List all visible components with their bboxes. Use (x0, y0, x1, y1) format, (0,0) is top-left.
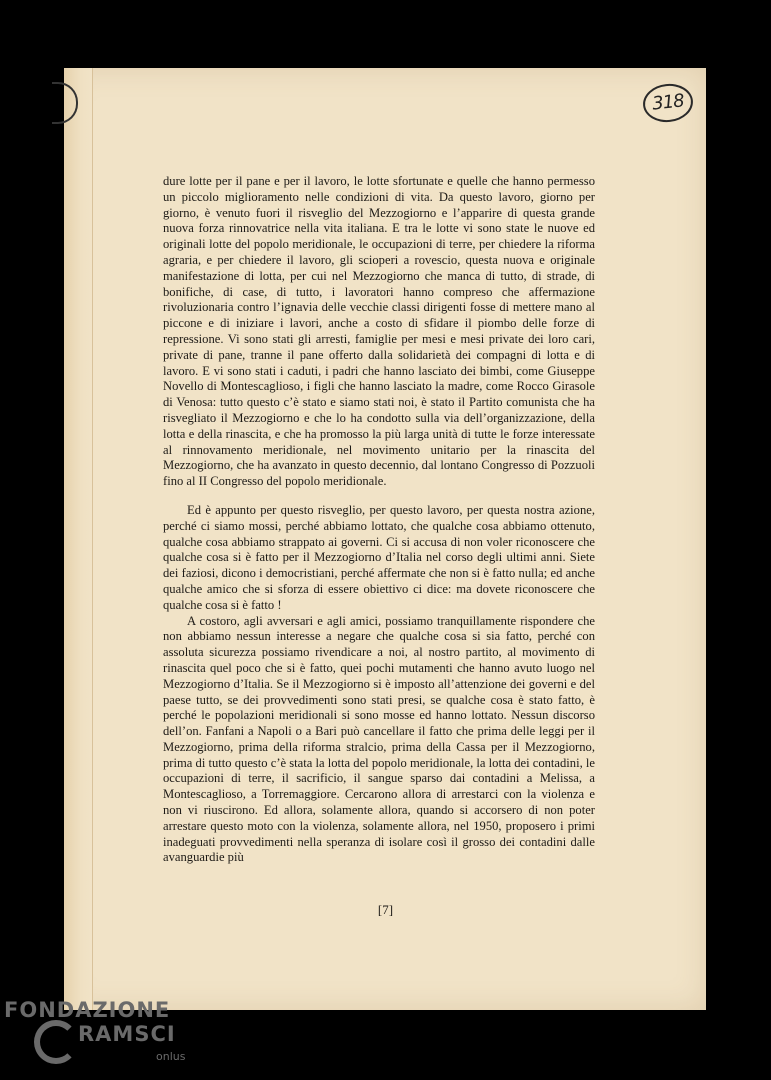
fondazione-gramsci-watermark (4, 996, 204, 1076)
page-fold (64, 68, 93, 1010)
archive-stamp: 318 (641, 81, 695, 124)
body-text (163, 174, 595, 866)
watermark-line1: FONDAZIONE (4, 998, 171, 1022)
paragraph-1: dure lotte per il pane e per il lavoro, le lotte sfortunate e quelle che hanno permesso un piccolo miglioramento nelle condizioni di vita. Da questo lavoro, giorno per giorno, è venuto fuori il risveglio del Mezzogiorno e l’apparire di questa grande nuova forza rinnovatrice nella vita italiana. E tra le lotte vi sono state le nuove ed originali lotte del popolo meridionale, le occupazioni di terre, per chiedere la riforma agraria, e per chiedere il lavoro, gli scioperi a rovescio, questa nuova e originale manifestazione di lotta, per cui nel Mezzogiorno che manca di tutto, di strade, di bonifiche, di case, di tutto, i lavoratori hanno compreso che affermazione rivoluzionaria contro l’ignavia delle vecchie classi dirigenti fosse di mettere mano al piccone e di iniziare i lavori, anche a costo di sfidare il piombo delle forze di repressione. Vi sono stati gli arresti, famiglie per mesi e mesi private dei loro cari, private di pane, tranne il pane offerto dalla solidarietà dei compagni di lotta e di lavoro. E vi sono stati i caduti, i padri che hanno lasciato dei bimbi, come Giuseppe Novello di Montescaglioso, i figli che hanno lasciato la madre, come Rocco Girasole di Venosa: tutto questo c’è stato e siamo stati noi, è stato il Partito comunista che ha risvegliato il Mezzogiorno e che lo ha condotto sulla via dell’organizzazione, della lotta e della rinascita, e che ha promosso la più larga unità di tutte le forze interessate al rinnovamento meridionale, nel movimento unitario per la rinascita del Mezzogiorno, che ha avanzato in questo decennio, dal lontano Congresso di Pozzuoli fino al II Congresso del popolo meridionale. (163, 174, 595, 489)
g-logo-icon (34, 1020, 78, 1064)
page-number: [7] (377, 902, 394, 917)
paragraph-2: Ed è appunto per questo risveglio, per questo lavoro, per questa nostra azione, perché ci siamo mossi, perché abbiamo lottato, che qualche cosa abbiamo ottenuto, qualche cosa abbiamo strappato ai governi. Ci si accusa di non voler riconoscere che qualche cosa si è fatto per il Mezzogiorno d’Italia nel corso degli ultimi anni. Siete dei faziosi, dicono i democristiani, perché affermate che non si è fatto nulla; ed anche qualche amico che si sforza di essere obiettivo ci dice: ma dovete riconoscere che qualche cosa si è fatto ! (163, 502, 595, 612)
paragraph-3: A costoro, agli avversari e agli amici, possiamo tranquillamente rispondere che non abbiamo nessun interesse a negare che qualche cosa si sia fatto, perché con assoluta sicurezza possiamo rivendicare a noi, al nostro partito, al movimento di rinascita quel poco che si è fatto, quei pochi mutamenti che hanno avuto luogo nel Mezzogiorno d’Italia. Se il Mezzogiorno si è imposto all’attenzione dei governi e del paese tutto, se dei provvedimenti sono stati presi, se qualche cosa è stato fatto, è perché le popolazioni meridionali si sono mosse ed hanno lottato. Nessun discorso dell’on. Fanfani a Napoli o a Bari può cancellare il fatto che prima delle leggi per il Mezzogiorno, prima della riforma stralcio, prima della Cassa per il Mezzogiorno, prima di tutto questo c’è stata la lotta del popolo meridionale, la lotta dei contadini, le occupazioni di terre, il sacrificio, il sangue sparso dai contadini a Melissa, a Montescaglioso, a Torremaggiore. Cercarono allora di arrestarci con la violenza e non vi riuscirono. Ed allora, solamente allora, quando si accorsero di non poter arrestare questo moto con la violenza, solamente allora, nel 1950, proposero i primi inadeguati provvedimenti nella speranza di isolare così il grosso dei contadini dalle avanguardie più (163, 613, 595, 865)
watermark-sub: onlus (156, 1050, 186, 1063)
watermark-line2: RAMSCI (78, 1022, 176, 1046)
